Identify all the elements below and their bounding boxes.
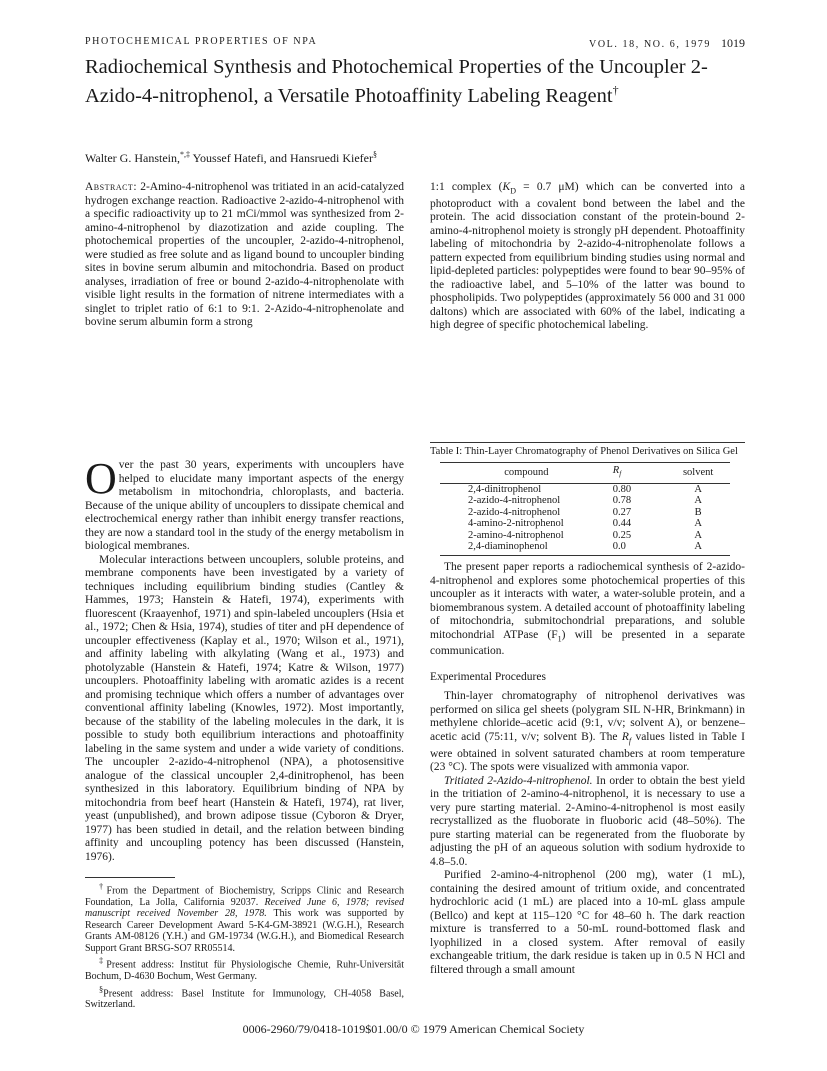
cell-rf: 0.27 [612, 506, 632, 518]
intro-paragraph-2: Molecular interactions between uncouplers, soluble proteins, and membrane components have been investigated by a variety of techniques including equilibrium binding studies (Cantley & Hammes, 1973; Hanstein & Hatefi, 1974), experiments with fluorescent (Kraayenhof, 1971) and spin-labeled uncouplers (Hsia et al., 1972; Chen & Hsia, 1974), studies of titer and pH dependence of uncoupler effectiveness (Kaplay et al., 1970; Wilson et al., 1971), and affinity labeling with alkylating (Wang et al., 1973) and photolyzable (Hanstein & Hatefi, 1974; Katre & Wilson, 1977) uncouplers. Photoaffinity labeling with aromatic azides is a recent and promising technique which offers a number of advantages over conventional affinity labeling (Knowles, 1972). Most importantly, because of the stability of the labeling molecules in the dark, it is possible to study both equilibrium interactions and photoaffinity labeling in the same system and under a wide variety of conditions. The uncoupler 2-azido-4-nitrophenol (NPA), a photosensitive analogue of the classical uncoupler 2,4-dinitrophenol, has been synthesized in this laboratory. Equilibrium binding of NPA by mitochondria from beef heart (Hanstein & Hatefi, 1974), rat liver, yeast (unpublished), and brown adipose tissue (Cyboron & Dryer, 1977) has been studied in detail, and the relation between binding affinity and uncoupling potency has been discussed (Hanstein, 1976). [85, 553, 404, 863]
running-head [85, 36, 745, 50]
intro-paragraph-3 [430, 561, 745, 659]
cell-compound: 2-azido-4-nitrophenol [468, 506, 561, 518]
cell-compound: 2,4-dinitrophenol [468, 483, 542, 495]
page-footer: 0006-2960/79/0418-1019$01.00/0 © 1979 American Chemical Society [242, 1022, 585, 1036]
author-3-mark: § [372, 150, 377, 159]
cell-solvent: B [694, 506, 702, 518]
rf-symbol: R [621, 730, 629, 743]
section-heading-experimental: Experimental Procedures [430, 670, 546, 683]
cell-rf: 0.80 [612, 483, 632, 495]
abstract-right-column [430, 181, 745, 333]
header-rf [613, 463, 666, 483]
tlc-paragraph [430, 690, 745, 774]
table-header-row [440, 463, 730, 483]
footnote-address-2 [85, 984, 404, 1011]
intro-text-end: ) will be presented in a separate communication. [430, 628, 745, 658]
table-bottom-rule [440, 555, 730, 556]
intro-paragraph-1: ver the past 30 years, experiments with uncouplers have helped to elucidate many important aspects of the energy metabolism in mitochondria, chloroplasts, and bacteria. Because of the unique ability of uncouplers to dissipate chemical and electrochemical energy rather than inhibit energy transfer reactions, they are now a standard tool in the study of the energy metabolism in biological membranes. [85, 459, 404, 552]
kd-subscript: D [510, 186, 516, 196]
footnote-rule [85, 877, 175, 878]
author-1-mark: *,‡ [180, 150, 191, 159]
table-row [440, 483, 730, 495]
cell-solvent: A [694, 529, 702, 541]
cell-rf: 0.78 [612, 495, 632, 507]
cell-solvent: A [694, 541, 702, 553]
footnote-received: Received June 6, 1978; revised manuscript received November 28, 1978. [85, 896, 404, 920]
footnote-mark: † [99, 882, 107, 891]
volume-info: VOL. 18, NO. 6, 1979 [589, 39, 711, 50]
article-title [85, 56, 745, 108]
cell-solvent: A [694, 518, 702, 530]
article-title-text: Radiochemical Synthesis and Photochemical Properties of the Uncoupler 2-Azido-4-nitrophenol, a Versatile Photoaffinity Labeling Reagent [85, 56, 708, 107]
header-solvent: solvent [666, 463, 730, 483]
footnote-text: Present address: Basel Institute for Immunology, CH-4058 Basel, Switzerland. [85, 987, 404, 1011]
rf-symbol: R [612, 465, 620, 476]
cell-compound: 2-amino-4-nitrophenol [468, 529, 564, 541]
footnote-address-1 [85, 955, 404, 982]
table-top-rule [430, 442, 745, 443]
footnotes [85, 881, 404, 1012]
cell-rf: 0.44 [612, 518, 632, 530]
kd-symbol: K [502, 181, 511, 193]
cell-compound: 4-amino-2-nitrophenol [468, 518, 564, 530]
body-left-column [85, 454, 404, 864]
table-caption: Table I: Thin-Layer Chromatography of Phenol Derivatives on Silica Gel [430, 446, 738, 457]
header-compound: compound [440, 463, 613, 483]
author-1: Walter G. Hanstein, [85, 151, 181, 165]
footnote-mark: § [99, 984, 104, 994]
tritiated-text: In order to obtain the best yield in the tritiation of 2-amino-4-nitrophenol, it is necessary to use a very pure starting material. 2-Amino-4-nitrophenol is most easily recrystallized as the fluoborate in fluoboric acid (48–50%). The pure starting material can be regenerated from the fluoborate by adjusting the pH of an aqueous solution with sodium hydroxide to 4.8–5.0. [430, 774, 745, 868]
tritiated-paragraph [430, 775, 745, 870]
title-footnote-mark: † [612, 83, 619, 97]
cell-rf: 0.0 [612, 541, 626, 553]
table-row [440, 541, 730, 553]
author-line [85, 150, 745, 166]
intro-text: The present paper reports a radiochemical synthesis of 2-azido-4-nitrophenol and explores some photochemical properties of this uncoupler as it interacts with water, a water-soluble protein, and a biomembranous system. A detailed account of photoaffinity labeling of mitochondria, submitochondrial preparations, and soluble mitochondrial ATPase (F [430, 561, 745, 641]
tlc-text: Thin-layer chromatography of nitrophenol derivatives was performed on silica gel sheets (polygram SIL N-HR, Brinkmann) in methylene chloride–acetic acid (9:1, v/v; solvent A), or benzene–acetic acid (75:11, v/v; solvent B). The [430, 690, 745, 743]
page-number: 1019 [721, 36, 745, 50]
footnote-affiliation [85, 881, 404, 954]
author-2-3: Youssef Hatefi, and Hansruedi Kiefer [190, 151, 373, 165]
abstract-text-right: = 0.7 μM) which can be converted into a photoproduct with a covalent bond between the label and the protein. The acid dissociation constant of the protein-bound 2-amino-4-nitrophenol moiety is strongly pH dependent. Photoaffinity labeling of mitochondria by 2-azido-4-nitrophenolate follows a pattern expected from equilibrium binding studies using normal and lipid-depleted particles: polypeptides were found to bear 90–95% of the radioactive label, and 5–10% of the latter was bound to phospholipids. Two polypeptides (approximately 56 000 and 31 000 daltons) which are associated with 60% of the label, indicating a high degree of specific photochemical labeling. [430, 181, 745, 332]
table-1 [430, 442, 745, 556]
f1-subscript: 1 [557, 633, 562, 643]
drop-cap: O [85, 454, 117, 503]
abstract-label: Abstract: [85, 181, 138, 193]
footnote-text: Present address: Institut für Physiologische Chemie, Ruhr-Universität Bochum, D-4630 Bochum, West Germany. [85, 959, 404, 983]
cell-compound: 2,4-diaminophenol [468, 541, 548, 553]
cell-solvent: A [694, 495, 702, 507]
cell-rf: 0.25 [612, 529, 632, 541]
running-title: PHOTOCHEMICAL PROPERTIES OF NPA [85, 36, 318, 47]
table-row [440, 518, 730, 530]
tlc-text-end: values listed in Table I were obtained in solvent saturated chambers at room temperature (23 °C). The spots were visualized with ammonia vapor. [430, 730, 745, 774]
volume-info-group [589, 36, 745, 51]
subsection-heading-tritiated: Tritiated 2-Azido-4-nitrophenol. [444, 774, 593, 787]
purified-paragraph: Purified 2-amino-4-nitrophenol (200 mg), water (1 mL), containing the desired amount of tritium oxide, and concentrated hydrochloric acid (1 mL) are placed into a 10-mL glass ampule (Bellco) and kept at 115–120 °C for 48–60 h. The dark reaction mixture is transferred to a 50-mL round-bottomed flask and lyophilized in a closed system. After removal of easily exchangeable tritium, the dark residue is taken up in 0.5 N HCl and filtered through a small amount [430, 869, 745, 976]
footnote-mark: ‡ [99, 956, 107, 966]
body-right-column [430, 561, 745, 977]
abstract-text-left: 2-Amino-4-nitrophenol was tritiated in an acid-catalyzed hydrogen exchange reaction. Radioactive 2-azido-4-nitrophenol with a specific radioactivity up to 21 mCi/mmol was synthesized from 2-amino-4-nitrophenol by diazotization and azide coupling. The photochemical properties of the uncoupler, 2-azido-4-nitrophenol, were studied as free solute and as ligand bound to uncoupler binding sites in bovine serum albumin and mitochondria. Based on product analyses, irradiation of free or bound 2-azido-4-nitrophenolate with visible light results in the formation of nitrene intermediates with a singlet to triplet ratio of 6:1 to 9:1. 2-Azido-4-nitrophenolate and bovine serum albumin form a strong [85, 181, 405, 328]
abstract-right-prefix: 1:1 complex ( [430, 181, 503, 193]
cell-compound: 2-azido-4-nitrophenol [468, 495, 561, 507]
rf-subscript: f [628, 736, 632, 746]
table-row [440, 495, 730, 507]
table-grid [440, 463, 730, 553]
table-row [440, 530, 730, 542]
table-row [440, 507, 730, 519]
footnote-text: From the Department of Biochemistry, Scripps Clinic and Research Foundation, La Jolla, California 92037. [85, 885, 404, 908]
rf-subscript: f [619, 470, 622, 479]
cell-solvent: A [694, 483, 702, 495]
abstract-left-column [85, 181, 404, 330]
footnote-support: This work was supported by Research Career Development Award 5-K4-GM-38921 (W.G.H.), Research Grants AM-08126 (Y.H.) and GM-19734 (W.G.H.), and Biomedical Research Support Grant BRSG-SO7 RR05514. [85, 908, 404, 954]
